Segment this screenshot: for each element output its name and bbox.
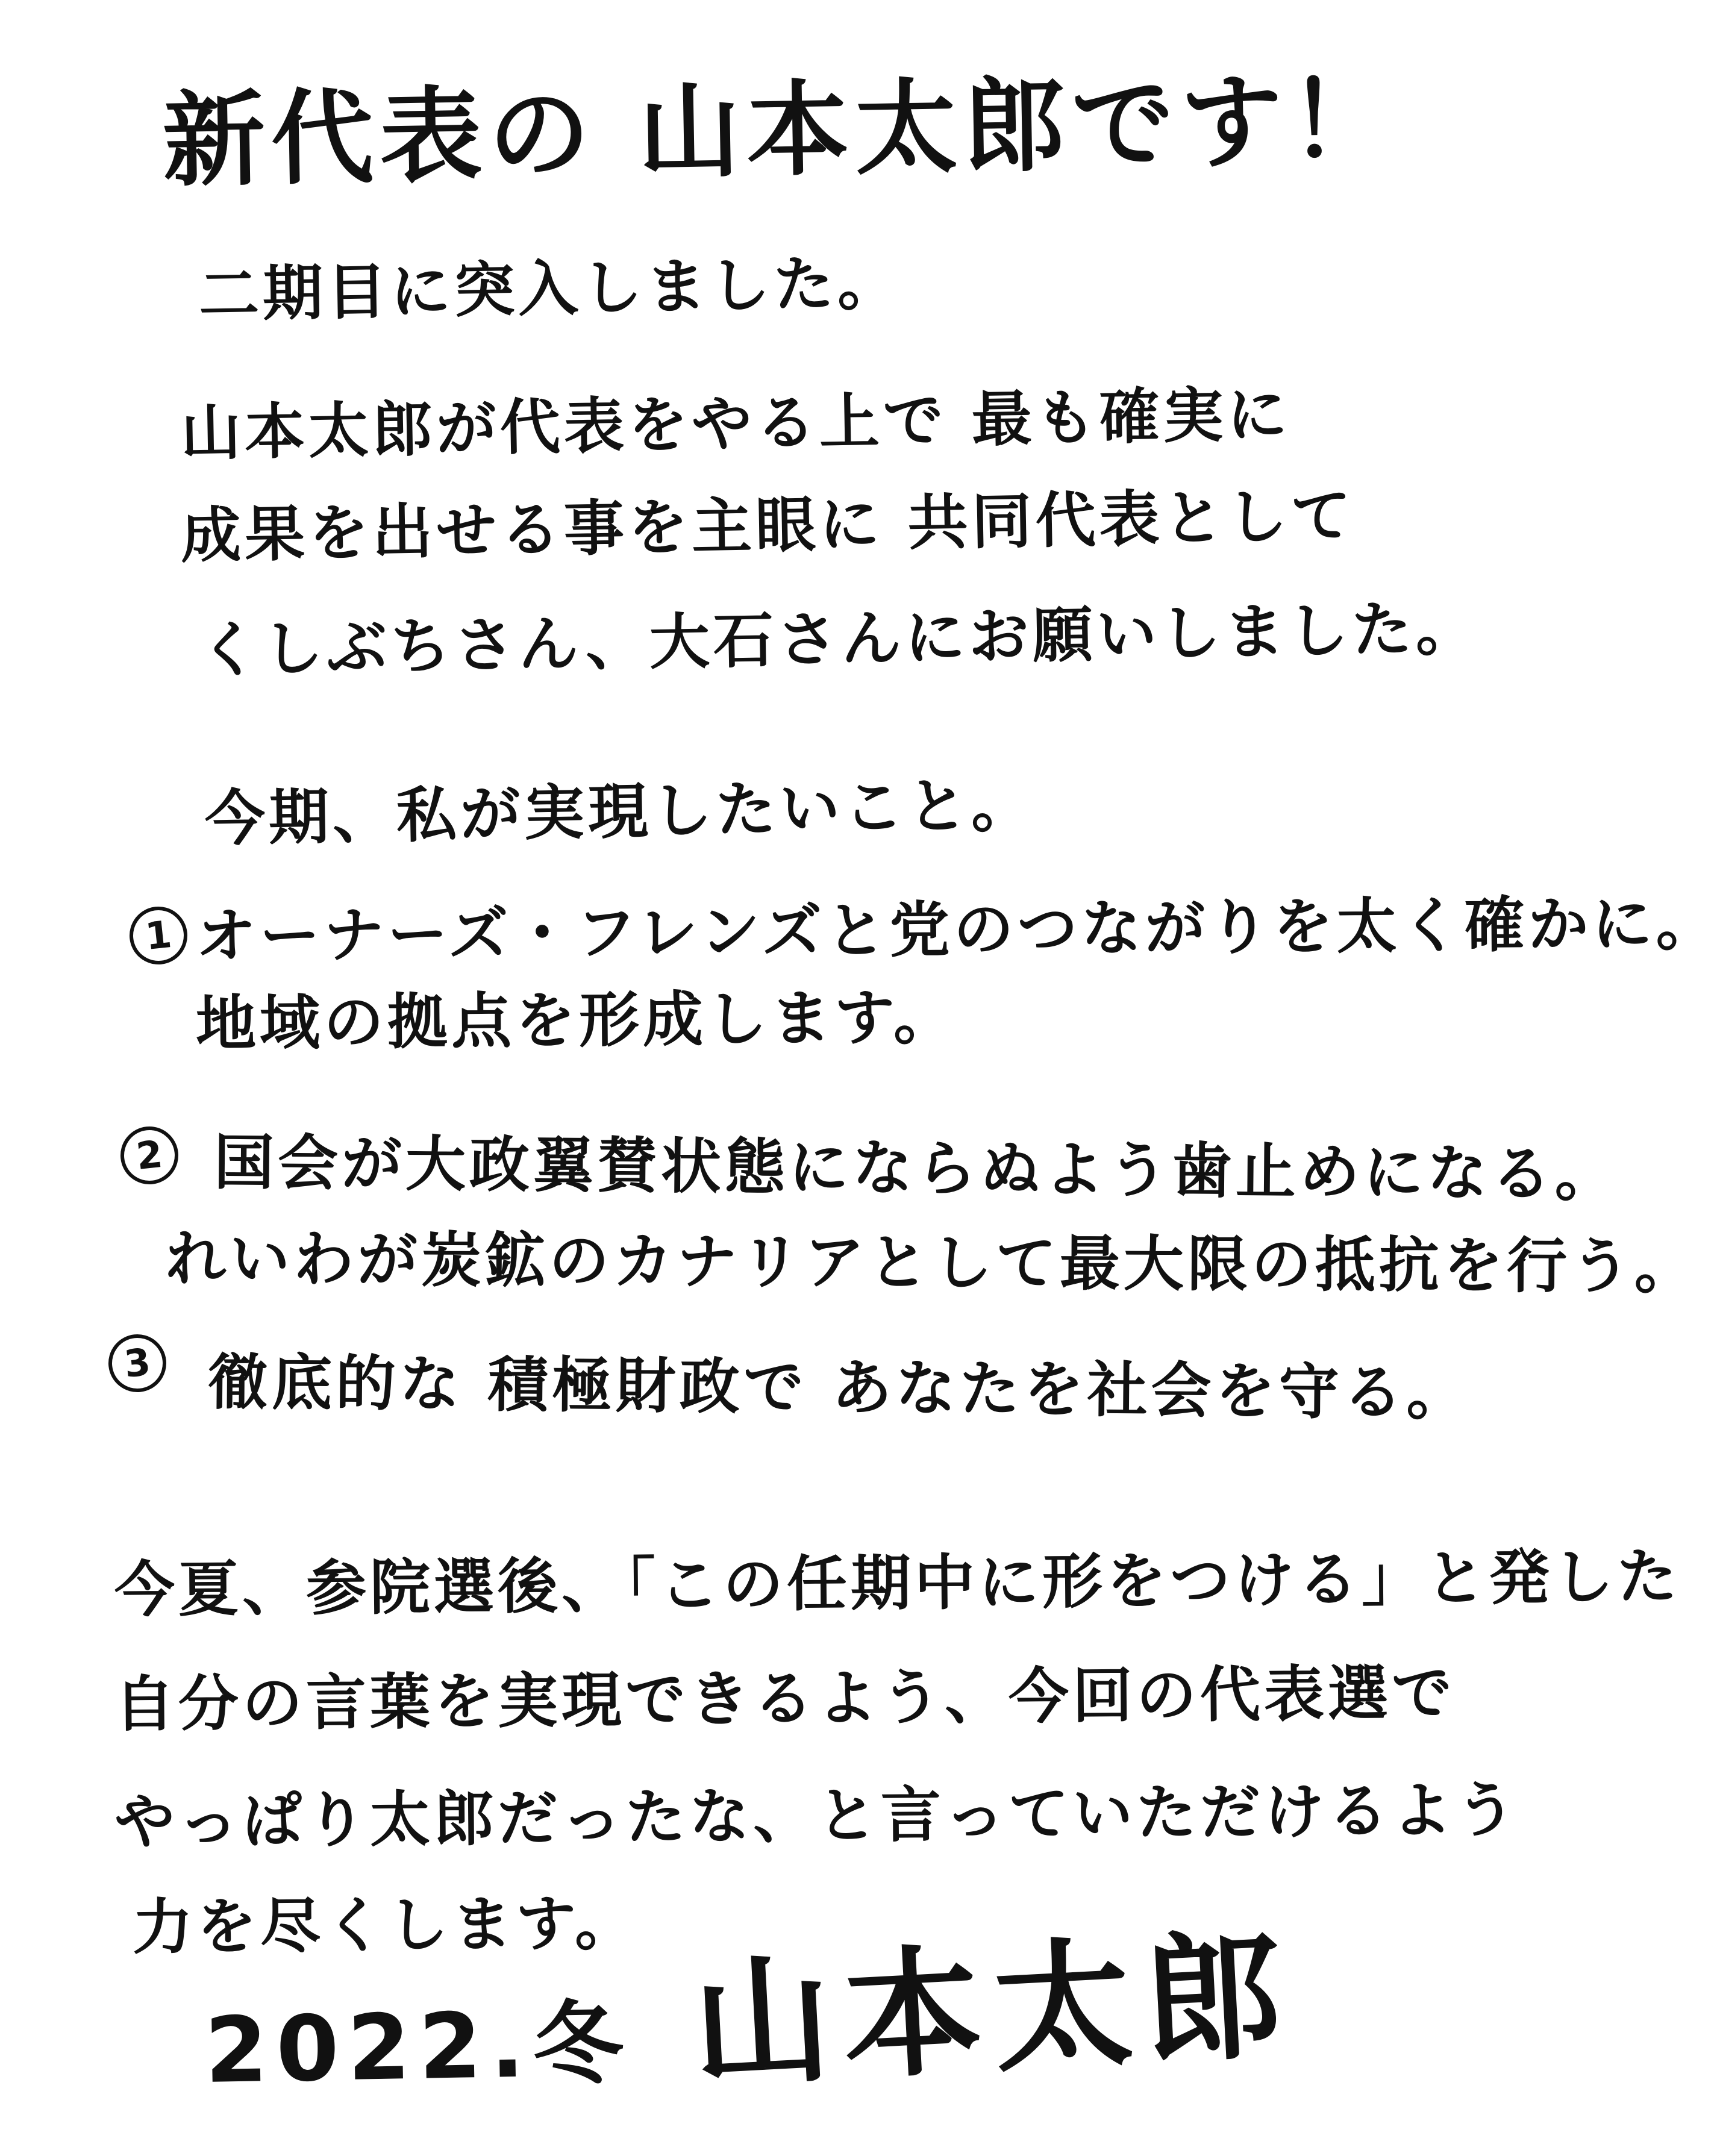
closing-line: やっぱり太郎だったな、と言っていただけるよう <box>114 1774 1520 1857</box>
goal-line: オーナーズ・フレンズと党のつながりを太く確かに。 <box>195 887 1720 972</box>
signature-name: 山本太郎 <box>688 1914 1299 2107</box>
closing-line: 自分の言葉を実現できるよう、今回の代表選で <box>114 1657 1456 1740</box>
goal-number: 3 <box>105 1331 169 1395</box>
goal-line: れいわが炭鉱のカナリアとして最大限の抵抗を行う。 <box>165 1223 1699 1302</box>
closing-line: 今夏、参院選後、「この任期中に形をつける」と発した <box>114 1541 1681 1625</box>
closing-line: 力を尽くします。 <box>132 1887 639 1963</box>
goals-intro: 今期、私が実現したいこと。 <box>204 769 1036 854</box>
goal-line: 国会が大政翼賛状態にならぬよう歯止めになる。 <box>213 1127 1619 1210</box>
goal-number: 2 <box>117 1123 181 1187</box>
intro-line: 成果を出せる事を主眼に 共同代表として <box>180 480 1356 571</box>
intro-line: 二期目に突入しました。 <box>198 247 902 330</box>
signature-date: 2022.冬 <box>204 1991 633 2104</box>
letter-heading: 新代表の 山本太郎です！ <box>161 60 1398 201</box>
goal-line: 徹底的な 積極財政で あなたを社会を守る。 <box>207 1347 1471 1429</box>
goal-line: 地域の拠点を形成します。 <box>195 981 958 1059</box>
intro-line: 山本太郎が代表をやる上で 最も確実に <box>180 378 1292 469</box>
goal-number: 1 <box>127 904 190 967</box>
intro-line: くしぶちさん、大石さんにお願いしました。 <box>198 592 1480 686</box>
